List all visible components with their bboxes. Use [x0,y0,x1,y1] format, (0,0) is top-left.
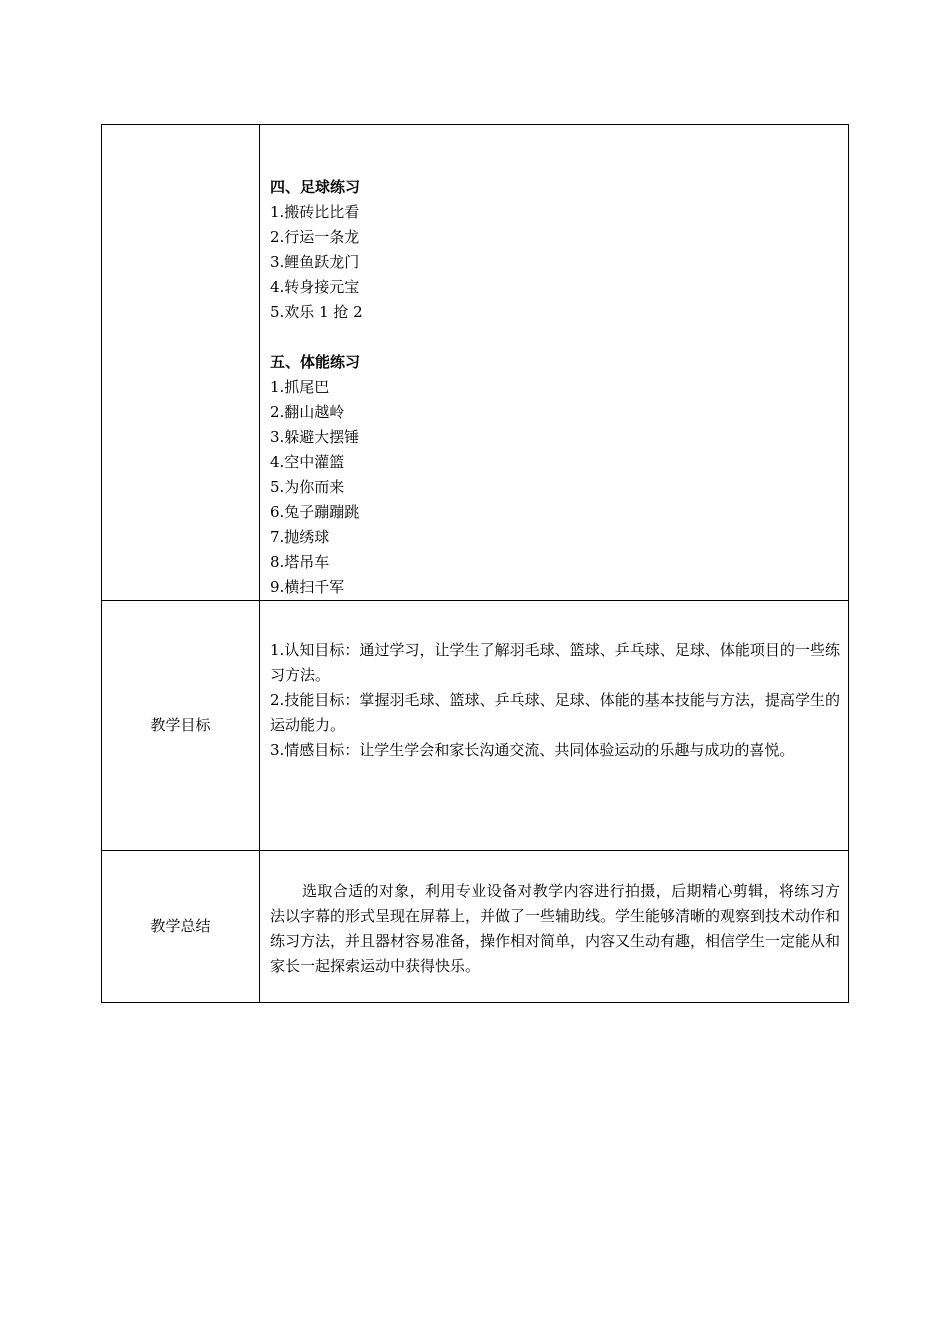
list-item: 2.行运一条龙 [270,228,360,246]
list-item: 8.塔吊车 [270,553,330,571]
summary-content-cell [260,851,849,1003]
list-item: 7.抛绣球 [270,528,330,546]
fitness-heading: 五、体能练习 [270,353,361,371]
list-item: 3.鲤鱼跃龙门 [270,253,360,271]
summary-label: 教学总结 [102,851,260,1003]
objectives-label: 教学目标 [102,601,260,851]
lesson-table [101,124,849,1003]
objectives-row [102,601,849,851]
list-item: 5.为你而来 [270,478,345,496]
summary-row [102,851,849,1003]
objectives-content-cell [260,601,849,851]
cognitive-objective: 1.认知目标：通过学习，让学生了解羽毛球、篮球、乒乓球、足球、体能项目的一些练习方法。 [270,641,840,684]
list-item: 5.欢乐 1 抢 2 [270,303,363,321]
list-item: 1.抓尾巴 [270,378,330,396]
football-heading: 四、足球练习 [270,178,361,196]
practice-row [102,125,849,601]
affective-objective: 3.情感目标：让学生学会和家长沟通交流、共同体验运动的乐趣与成功的喜悦。 [270,741,795,759]
list-item: 1.搬砖比比看 [270,203,360,221]
practice-content-cell [260,125,849,601]
list-item: 9.横扫千军 [270,578,345,596]
practice-label-cell [102,125,260,601]
list-item: 4.空中灌篮 [270,453,345,471]
summary-text: 选取合适的对象，利用专业设备对教学内容进行拍摄，后期精心剪辑，将练习方法以字幕的形式呈现在屏幕上，并做了一些辅助线。学生能够清晰的观察到技术动作和练习方法，并且器材容易准备，操作相对简单，内容又生动有趣，相信学生一定能从和家长一起探索运动中获得快乐。 [270,882,841,975]
list-item: 6.兔子蹦蹦跳 [270,503,360,521]
skill-objective: 2.技能目标：掌握羽毛球、篮球、乒乓球、足球、体能的基本技能与方法，提高学生的运动能力。 [270,691,840,734]
list-item: 4.转身接元宝 [270,278,360,296]
list-item: 2.翻山越岭 [270,403,345,421]
list-item: 3.躲避大摆锤 [270,428,360,446]
